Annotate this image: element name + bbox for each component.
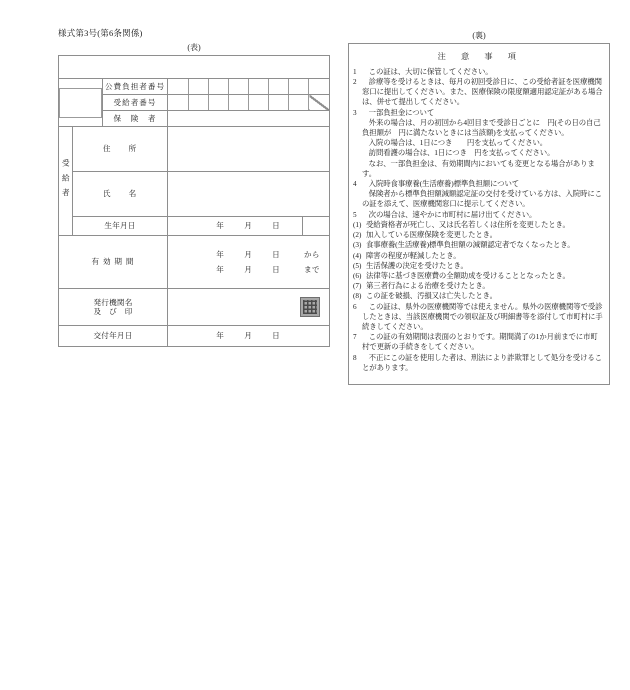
table-row-issuer [59, 289, 330, 326]
number-cell[interactable] [188, 79, 208, 94]
number-cell[interactable] [269, 95, 289, 110]
note-number: (1) [353, 220, 362, 229]
number-cell[interactable] [289, 79, 309, 94]
notes-box [348, 43, 610, 385]
note-text: 生活保護の決定を受けたとき。 [366, 260, 468, 270]
note-text: この証は、大切に保管してください。 [368, 66, 493, 76]
note-number: 4 [353, 180, 357, 189]
name-label: 氏 名 [73, 172, 168, 217]
birthdate-value-cell[interactable] [168, 217, 330, 236]
month-unit: 月 [244, 331, 253, 341]
recipient-number-grid[interactable] [168, 95, 330, 111]
recipient-number-label: 受給者番号 [103, 95, 168, 111]
recipient-certificate-table [58, 55, 330, 347]
number-cell[interactable] [249, 79, 269, 94]
note-text: 障害の程度が軽減したとき。 [366, 250, 461, 260]
table-row-header-blank [59, 56, 330, 79]
day-unit: 日 [272, 331, 281, 341]
note-item [353, 302, 604, 333]
month-unit: 月 [244, 265, 253, 274]
note-item [353, 353, 604, 373]
number-cell[interactable] [208, 79, 228, 94]
note-text: 不正にこの証を使用した者は、刑法により詐欺罪として処分を受けることがあります。 [362, 352, 602, 372]
note-text: 法律等に基づき医療費の全額助成を受けることとなったとき。 [366, 270, 570, 280]
note-item [353, 230, 604, 240]
table-row-issue-date [59, 326, 330, 347]
note-item [353, 67, 604, 77]
note-item [353, 240, 604, 250]
period-end-line [168, 262, 329, 277]
table-row-address [59, 127, 330, 172]
number-cell-slashed[interactable] [309, 95, 329, 110]
note-number: (2) [353, 231, 362, 240]
number-cell[interactable] [228, 95, 248, 110]
note-number: (6) [353, 271, 362, 280]
note-number: (3) [353, 241, 362, 250]
note-number: (5) [353, 261, 362, 270]
year-unit: 年 [216, 221, 225, 231]
notes-title: 注 意 事 項 [437, 52, 520, 61]
day-unit: 日 [272, 221, 281, 231]
number-cell[interactable] [249, 95, 269, 110]
number-cell[interactable] [168, 95, 188, 110]
note-number: (4) [353, 251, 362, 260]
note-item [353, 261, 604, 271]
birthdate-label: 生年月日 [73, 217, 168, 236]
validity-period-label: 有 効 期 間 [59, 236, 168, 289]
note-item [353, 271, 604, 281]
issuer-label-line1: 発行機関名 [93, 297, 133, 307]
note-text: 入院時食事療養(生活療養)標準負担額について [368, 179, 520, 189]
note-item [353, 108, 604, 118]
note-number: 2 [353, 78, 357, 87]
note-item [353, 251, 604, 261]
front-form-panel [58, 27, 330, 347]
note-item [353, 189, 604, 209]
year-unit: 年 [216, 265, 225, 274]
back-side-label: (裏) [472, 31, 486, 40]
public-payer-number-grid[interactable] [168, 79, 330, 95]
note-item [353, 77, 604, 108]
note-number: (7) [353, 282, 362, 291]
note-text: 訪問看護の場合は、1日につき 円を支払ってください。 [368, 148, 555, 158]
note-text: 一部負担金について [368, 107, 435, 117]
issue-date-value-cell[interactable] [168, 326, 330, 347]
note-text: 受給資格者が死亡し、又は氏名若しくは住所を変更したとき。 [366, 219, 570, 229]
note-number: 7 [353, 333, 357, 342]
note-item [353, 159, 604, 179]
note-text: なお、一部負担金は、有効期間内においても変更となる場合があります。 [362, 158, 595, 178]
public-payer-number-label: 公費負担者番号 [103, 79, 168, 95]
note-item [353, 148, 604, 158]
number-cell[interactable] [269, 79, 289, 94]
validity-period-value-cell[interactable] [168, 236, 330, 289]
address-value-cell[interactable] [168, 127, 330, 172]
note-text: 入院の場合は、1日につき 円を支払ってください。 [368, 138, 548, 148]
year-unit: 年 [216, 249, 225, 259]
year-unit: 年 [216, 331, 225, 341]
insurer-label: 保 険 者 [103, 111, 168, 127]
note-text: この証の有効期間は表面のとおりです。期間満了の1か月前までに市町村で更新の手続きをしてください。 [362, 332, 598, 352]
number-cell[interactable] [309, 79, 329, 94]
period-until-suffix: まで [304, 265, 320, 274]
note-text: 加入している医療保険を変更したとき。 [366, 230, 497, 240]
issue-date-label: 交付年月日 [59, 326, 168, 347]
recipient-vertical-label: 受給者 [61, 159, 71, 203]
table-row-birthdate [59, 217, 330, 236]
table-row-name [59, 172, 330, 217]
note-item [353, 281, 604, 291]
number-cell[interactable] [168, 79, 188, 94]
note-number: 1 [353, 67, 357, 76]
number-cell[interactable] [208, 95, 228, 110]
form-number-heading: 様式第3号(第6条関係) [58, 28, 143, 38]
note-text: 診療等を受けるときは、毎月の初回受診日に、この受給者証を医療機関窓口に提出してください。また、医療保険の限度額適用認定証がある場合は、併せて提出してください。 [362, 77, 603, 107]
note-text: 第三者行為による治療を受けたとき。 [366, 281, 490, 291]
name-value-cell[interactable] [168, 172, 330, 217]
recipient-vertical-label-cell [59, 127, 73, 236]
note-item [353, 210, 604, 220]
photo-box [59, 88, 102, 118]
insurer-value-cell[interactable] [168, 111, 330, 127]
photo-area-cell [59, 79, 103, 127]
issuer-label-line2: 及 び 印 [93, 307, 133, 316]
note-number: (8) [353, 292, 362, 301]
note-item [353, 332, 604, 352]
notes-list [353, 67, 604, 373]
period-from-suffix: から [304, 249, 320, 259]
birthdate-era-cell[interactable] [302, 217, 329, 235]
note-item [353, 291, 604, 301]
note-text: 外来の場合は、月の初回から4回目まで受診日ごとに 円(その日の自己負担額が 円に満たないときには当該額)を支払ってください。 [362, 117, 601, 138]
number-cell[interactable] [228, 79, 248, 94]
note-number: 6 [353, 302, 357, 311]
day-unit: 日 [272, 265, 281, 274]
table-row-public-payer-number [59, 79, 330, 95]
official-seal-icon [300, 297, 320, 317]
day-unit: 日 [272, 249, 281, 259]
front-side-label: (表) [187, 43, 201, 52]
number-cell[interactable] [289, 95, 309, 110]
note-number: 3 [353, 108, 357, 117]
month-unit: 月 [244, 221, 253, 231]
note-text: 次の場合は、速やかに市町村に届け出てください。 [368, 209, 537, 219]
note-item [353, 118, 604, 138]
note-number: 5 [353, 210, 357, 219]
number-cell[interactable] [188, 95, 208, 110]
month-unit: 月 [244, 249, 253, 259]
note-item [353, 220, 604, 230]
period-start-line [168, 247, 329, 262]
note-item [353, 138, 604, 148]
issuer-label [59, 289, 168, 326]
issuer-value-cell[interactable] [168, 289, 330, 326]
note-text: この証は、県外の医療機関等では使えません。県外の医療機関等で受診したときは、当該医療機関での領収証及び明細書等を添付して市町村に手続きしてください。 [362, 301, 603, 331]
back-notes-panel [348, 30, 610, 385]
note-text: 保険者から標準負担額減額認定証の交付を受けている方は、入院時にこの証を添えて、医療機関窓口に提示してください。 [362, 189, 602, 209]
note-text: 食事療養(生活療養)標準負担額の減額認定者でなくなったとき。 [366, 240, 575, 250]
table-row-validity-period [59, 236, 330, 289]
certificate-title-blank-cell [59, 56, 330, 79]
note-number: 8 [353, 353, 357, 362]
address-label: 住 所 [73, 127, 168, 172]
note-text: この証を破損、汚損又は亡失したとき。 [366, 291, 497, 301]
note-item [353, 179, 604, 189]
